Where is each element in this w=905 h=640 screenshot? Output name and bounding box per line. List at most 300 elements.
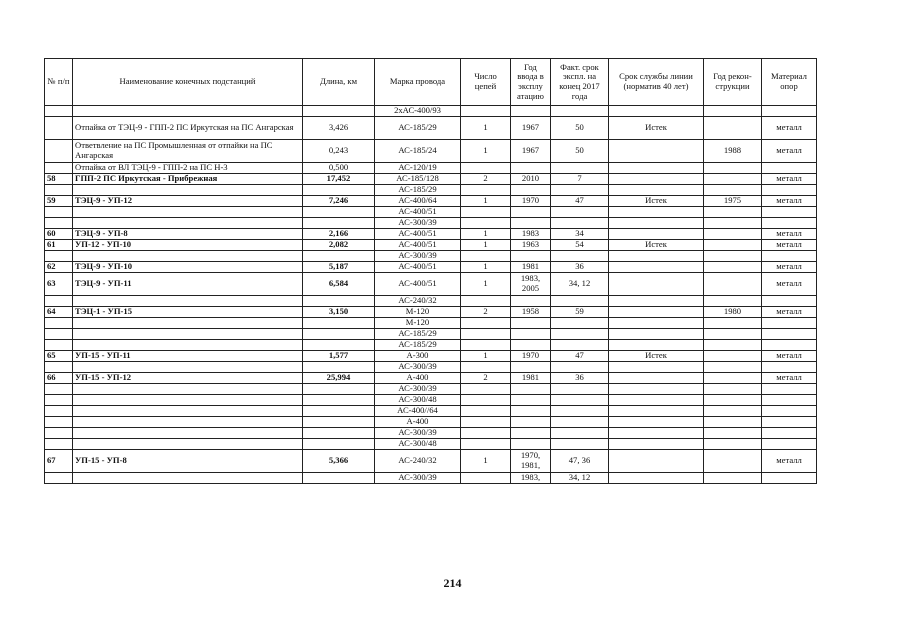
row-actual-term: 54 xyxy=(551,240,609,251)
row-service-life xyxy=(609,384,704,395)
table-row xyxy=(45,395,817,406)
row-number: 64 xyxy=(45,307,73,318)
table-row xyxy=(45,340,817,351)
row-material: металл xyxy=(762,307,817,318)
row-actual-term xyxy=(551,296,609,307)
row-service-life xyxy=(609,406,704,417)
row-wire-brand: А-400 xyxy=(375,373,461,384)
row-reconstruction-year xyxy=(704,218,762,229)
row-length xyxy=(303,473,375,484)
row-actual-term xyxy=(551,163,609,174)
row-chains xyxy=(461,296,511,307)
row-service-life: Истек xyxy=(609,196,704,207)
row-reconstruction-year xyxy=(704,406,762,417)
column-header-material: Материал опор xyxy=(762,59,817,106)
row-name xyxy=(73,106,303,117)
row-name: ТЭЦ-1 - УП-15 xyxy=(73,307,303,318)
row-chains: 2 xyxy=(461,373,511,384)
row-year xyxy=(511,185,551,196)
row-material: металл xyxy=(762,351,817,362)
table-row xyxy=(45,428,817,439)
table-row xyxy=(45,229,817,240)
row-wire-brand: АС-240/32 xyxy=(375,450,461,473)
row-length: 0,243 xyxy=(303,140,375,163)
row-name: УП-15 - УП-8 xyxy=(73,450,303,473)
row-length: 7,246 xyxy=(303,196,375,207)
table-row xyxy=(45,240,817,251)
column-header-service-life: Срок службы линии (норматив 40 лет) xyxy=(609,59,704,106)
row-year: 1981 xyxy=(511,373,551,384)
row-reconstruction-year xyxy=(704,395,762,406)
row-chains xyxy=(461,395,511,406)
table-row xyxy=(45,296,817,307)
row-wire-brand: АС-400/51 xyxy=(375,240,461,251)
table-row xyxy=(45,318,817,329)
row-actual-term xyxy=(551,395,609,406)
row-material xyxy=(762,428,817,439)
row-chains: 1 xyxy=(461,240,511,251)
row-service-life xyxy=(609,450,704,473)
row-wire-brand: АС-185/29 xyxy=(375,329,461,340)
row-chains: 1 xyxy=(461,140,511,163)
row-service-life xyxy=(609,296,704,307)
column-header-year: Год ввода в эксплу атацию xyxy=(511,59,551,106)
row-length xyxy=(303,395,375,406)
row-material: металл xyxy=(762,450,817,473)
row-actual-term: 34 xyxy=(551,229,609,240)
row-reconstruction-year xyxy=(704,417,762,428)
row-chains: 1 xyxy=(461,351,511,362)
row-reconstruction-year xyxy=(704,229,762,240)
row-year xyxy=(511,251,551,262)
row-name xyxy=(73,417,303,428)
row-service-life xyxy=(609,362,704,373)
row-material xyxy=(762,185,817,196)
row-reconstruction-year xyxy=(704,185,762,196)
row-name xyxy=(73,362,303,373)
row-reconstruction-year xyxy=(704,450,762,473)
row-number xyxy=(45,140,73,163)
table-row xyxy=(45,218,817,229)
row-number: 62 xyxy=(45,262,73,273)
row-year: 1983, 2005 xyxy=(511,273,551,296)
row-year xyxy=(511,329,551,340)
row-reconstruction-year xyxy=(704,439,762,450)
row-chains xyxy=(461,106,511,117)
row-number xyxy=(45,329,73,340)
row-actual-term: 50 xyxy=(551,117,609,140)
power-lines-table xyxy=(44,58,817,484)
row-material: металл xyxy=(762,174,817,185)
row-material: металл xyxy=(762,229,817,240)
row-chains xyxy=(461,318,511,329)
row-actual-term: 50 xyxy=(551,140,609,163)
row-actual-term xyxy=(551,406,609,417)
row-material xyxy=(762,473,817,484)
row-length: 5,366 xyxy=(303,450,375,473)
row-material xyxy=(762,439,817,450)
column-header-reconstruction: Год рекон-струкции xyxy=(704,59,762,106)
row-material xyxy=(762,329,817,340)
row-chains xyxy=(461,185,511,196)
row-year xyxy=(511,362,551,373)
row-wire-brand: АС-300/48 xyxy=(375,395,461,406)
row-reconstruction-year xyxy=(704,296,762,307)
table-row xyxy=(45,251,817,262)
row-chains: 1 xyxy=(461,229,511,240)
row-actual-term xyxy=(551,384,609,395)
row-reconstruction-year xyxy=(704,362,762,373)
row-year xyxy=(511,218,551,229)
row-name: ТЭЦ-9 - УП-11 xyxy=(73,273,303,296)
row-material: металл xyxy=(762,196,817,207)
row-chains xyxy=(461,251,511,262)
column-header-actual-term: Факт. срок экспл. на конец 2017 года xyxy=(551,59,609,106)
row-number: 58 xyxy=(45,174,73,185)
row-length xyxy=(303,185,375,196)
row-year: 1970 xyxy=(511,196,551,207)
row-name xyxy=(73,473,303,484)
row-wire-brand: 2хАС-400/93 xyxy=(375,106,461,117)
table-row xyxy=(45,307,817,318)
row-year: 1983 xyxy=(511,229,551,240)
row-year: 1967 xyxy=(511,140,551,163)
row-wire-brand: АС-120/19 xyxy=(375,163,461,174)
row-service-life xyxy=(609,174,704,185)
row-reconstruction-year xyxy=(704,174,762,185)
row-service-life xyxy=(609,262,704,273)
row-length xyxy=(303,329,375,340)
row-number xyxy=(45,163,73,174)
column-header-name: Наименование конечных подстанций xyxy=(73,59,303,106)
row-material xyxy=(762,251,817,262)
row-year: 1970, 1981, xyxy=(511,450,551,473)
table-row xyxy=(45,207,817,218)
row-chains xyxy=(461,417,511,428)
row-year: 1967 xyxy=(511,117,551,140)
row-reconstruction-year xyxy=(704,373,762,384)
row-year xyxy=(511,207,551,218)
row-service-life: Истек xyxy=(609,351,704,362)
row-year xyxy=(511,439,551,450)
row-chains xyxy=(461,329,511,340)
row-wire-brand: М-120 xyxy=(375,307,461,318)
row-year xyxy=(511,163,551,174)
row-reconstruction-year xyxy=(704,329,762,340)
table-row xyxy=(45,106,817,117)
table-row xyxy=(45,417,817,428)
row-name: ТЭЦ-9 - УП-8 xyxy=(73,229,303,240)
column-header-wire: Марка провода xyxy=(375,59,461,106)
row-reconstruction-year xyxy=(704,351,762,362)
row-name: ТЭЦ-9 - УП-12 xyxy=(73,196,303,207)
row-service-life xyxy=(609,218,704,229)
row-wire-brand: АС-300/39 xyxy=(375,251,461,262)
row-reconstruction-year: 1980 xyxy=(704,307,762,318)
row-number xyxy=(45,417,73,428)
row-chains: 2 xyxy=(461,307,511,318)
table-row xyxy=(45,439,817,450)
row-year xyxy=(511,395,551,406)
row-wire-brand: АС-400/51 xyxy=(375,207,461,218)
row-length: 3,150 xyxy=(303,307,375,318)
row-wire-brand: А-300 xyxy=(375,351,461,362)
row-year: 1970 xyxy=(511,351,551,362)
table-row xyxy=(45,384,817,395)
row-service-life xyxy=(609,185,704,196)
table-row xyxy=(45,450,817,473)
row-length: 3,426 xyxy=(303,117,375,140)
row-actual-term xyxy=(551,251,609,262)
row-wire-brand: АС-185/24 xyxy=(375,140,461,163)
row-length: 0,500 xyxy=(303,163,375,174)
row-reconstruction-year xyxy=(704,163,762,174)
row-material xyxy=(762,417,817,428)
row-name: УП-15 - УП-11 xyxy=(73,351,303,362)
row-wire-brand: АС-300/39 xyxy=(375,384,461,395)
row-material xyxy=(762,163,817,174)
row-number: 63 xyxy=(45,273,73,296)
row-length xyxy=(303,218,375,229)
row-number xyxy=(45,296,73,307)
row-wire-brand: АС-400/64 xyxy=(375,196,461,207)
column-header-length: Длина, км xyxy=(303,59,375,106)
row-chains xyxy=(461,207,511,218)
row-length xyxy=(303,428,375,439)
row-name: Отпайка от ТЭЦ-9 - ГПП-2 ПС Иркутская на ПС Ангарская xyxy=(73,117,303,140)
row-year: 1981 xyxy=(511,262,551,273)
row-chains: 1 xyxy=(461,273,511,296)
row-name: УП-12 - УП-10 xyxy=(73,240,303,251)
column-header-chains: Число цепей xyxy=(461,59,511,106)
row-wire-brand: АС-185/128 xyxy=(375,174,461,185)
table-row xyxy=(45,273,817,296)
row-material xyxy=(762,318,817,329)
row-wire-brand: АС-400/51 xyxy=(375,273,461,296)
row-actual-term: 47 xyxy=(551,351,609,362)
row-year: 2010 xyxy=(511,174,551,185)
row-chains xyxy=(461,218,511,229)
row-service-life xyxy=(609,229,704,240)
row-wire-brand: АС-300/39 xyxy=(375,218,461,229)
row-reconstruction-year xyxy=(704,251,762,262)
row-chains xyxy=(461,406,511,417)
row-actual-term xyxy=(551,439,609,450)
row-number xyxy=(45,428,73,439)
row-length: 6,584 xyxy=(303,273,375,296)
row-service-life xyxy=(609,106,704,117)
row-actual-term: 7 xyxy=(551,174,609,185)
row-year: 1983, xyxy=(511,473,551,484)
row-material: металл xyxy=(762,140,817,163)
row-name xyxy=(73,439,303,450)
row-chains xyxy=(461,473,511,484)
row-actual-term: 36 xyxy=(551,262,609,273)
row-year xyxy=(511,340,551,351)
row-actual-term xyxy=(551,428,609,439)
table-row xyxy=(45,329,817,340)
row-service-life: Истек xyxy=(609,240,704,251)
row-name xyxy=(73,340,303,351)
row-year xyxy=(511,428,551,439)
row-actual-term xyxy=(551,340,609,351)
row-actual-term: 36 xyxy=(551,373,609,384)
row-name xyxy=(73,318,303,329)
row-actual-term: 47 xyxy=(551,196,609,207)
row-reconstruction-year xyxy=(704,340,762,351)
row-service-life xyxy=(609,273,704,296)
row-year: 1958 xyxy=(511,307,551,318)
row-wire-brand: А-400 xyxy=(375,417,461,428)
row-number xyxy=(45,106,73,117)
row-length xyxy=(303,439,375,450)
row-number: 65 xyxy=(45,351,73,362)
row-name xyxy=(73,329,303,340)
row-service-life: Истек xyxy=(609,117,704,140)
row-material xyxy=(762,296,817,307)
row-reconstruction-year xyxy=(704,473,762,484)
row-material xyxy=(762,218,817,229)
row-length xyxy=(303,406,375,417)
row-reconstruction-year xyxy=(704,207,762,218)
row-reconstruction-year xyxy=(704,240,762,251)
row-number xyxy=(45,218,73,229)
row-material xyxy=(762,106,817,117)
row-material: металл xyxy=(762,373,817,384)
row-year xyxy=(511,417,551,428)
table-row xyxy=(45,406,817,417)
row-reconstruction-year xyxy=(704,262,762,273)
row-wire-brand: АС-400//64 xyxy=(375,406,461,417)
row-name xyxy=(73,218,303,229)
row-chains xyxy=(461,163,511,174)
row-reconstruction-year: 1988 xyxy=(704,140,762,163)
row-reconstruction-year xyxy=(704,117,762,140)
table-body xyxy=(45,106,817,484)
row-length xyxy=(303,417,375,428)
row-actual-term xyxy=(551,207,609,218)
row-name xyxy=(73,296,303,307)
row-reconstruction-year xyxy=(704,428,762,439)
row-name: ГПП-2 ПС Иркутская - Прибрежная xyxy=(73,174,303,185)
row-service-life xyxy=(609,373,704,384)
row-length: 17,452 xyxy=(303,174,375,185)
row-number xyxy=(45,384,73,395)
row-name xyxy=(73,251,303,262)
row-length: 25,994 xyxy=(303,373,375,384)
row-chains xyxy=(461,340,511,351)
row-number xyxy=(45,340,73,351)
row-number: 59 xyxy=(45,196,73,207)
row-name xyxy=(73,185,303,196)
row-service-life xyxy=(609,340,704,351)
row-number: 67 xyxy=(45,450,73,473)
row-actual-term xyxy=(551,362,609,373)
row-name xyxy=(73,406,303,417)
table-row xyxy=(45,362,817,373)
row-number xyxy=(45,439,73,450)
table-row xyxy=(45,140,817,163)
row-material xyxy=(762,207,817,218)
row-number xyxy=(45,117,73,140)
row-year xyxy=(511,384,551,395)
row-actual-term: 34, 12 xyxy=(551,273,609,296)
row-number: 61 xyxy=(45,240,73,251)
row-wire-brand: АС-240/32 xyxy=(375,296,461,307)
row-reconstruction-year xyxy=(704,106,762,117)
row-reconstruction-year xyxy=(704,384,762,395)
row-reconstruction-year: 1975 xyxy=(704,196,762,207)
row-length xyxy=(303,207,375,218)
row-service-life xyxy=(609,439,704,450)
row-name xyxy=(73,207,303,218)
row-material: металл xyxy=(762,273,817,296)
row-number xyxy=(45,207,73,218)
row-material xyxy=(762,362,817,373)
row-actual-term: 34, 12 xyxy=(551,473,609,484)
row-service-life xyxy=(609,329,704,340)
row-actual-term xyxy=(551,218,609,229)
row-length: 2,166 xyxy=(303,229,375,240)
row-length xyxy=(303,318,375,329)
row-chains: 2 xyxy=(461,174,511,185)
row-length xyxy=(303,106,375,117)
row-name xyxy=(73,384,303,395)
row-material xyxy=(762,395,817,406)
column-header-number: № п/п xyxy=(45,59,73,106)
row-service-life xyxy=(609,473,704,484)
row-year: 1963 xyxy=(511,240,551,251)
row-service-life xyxy=(609,417,704,428)
row-actual-term xyxy=(551,106,609,117)
row-chains xyxy=(461,384,511,395)
row-wire-brand: АС-185/29 xyxy=(375,185,461,196)
table-row xyxy=(45,117,817,140)
row-length xyxy=(303,384,375,395)
table-row xyxy=(45,174,817,185)
row-actual-term xyxy=(551,417,609,428)
row-chains xyxy=(461,428,511,439)
row-chains xyxy=(461,439,511,450)
row-service-life xyxy=(609,207,704,218)
table-row xyxy=(45,262,817,273)
row-length: 1,577 xyxy=(303,351,375,362)
row-wire-brand: М-120 xyxy=(375,318,461,329)
table-header-row xyxy=(45,59,817,106)
table-row xyxy=(45,185,817,196)
row-chains: 1 xyxy=(461,450,511,473)
row-service-life xyxy=(609,395,704,406)
row-number xyxy=(45,185,73,196)
row-wire-brand: АС-185/29 xyxy=(375,117,461,140)
row-wire-brand: АС-300/39 xyxy=(375,473,461,484)
row-actual-term xyxy=(551,318,609,329)
row-number xyxy=(45,251,73,262)
row-number xyxy=(45,362,73,373)
row-wire-brand: АС-400/51 xyxy=(375,229,461,240)
row-number xyxy=(45,318,73,329)
row-number xyxy=(45,395,73,406)
row-service-life xyxy=(609,318,704,329)
row-material: металл xyxy=(762,117,817,140)
row-material xyxy=(762,406,817,417)
row-number xyxy=(45,406,73,417)
row-service-life xyxy=(609,307,704,318)
row-material xyxy=(762,384,817,395)
row-name: Ответвление на ПС Промышленная от отпайки на ПС Ангарская xyxy=(73,140,303,163)
table-row xyxy=(45,196,817,207)
row-actual-term xyxy=(551,329,609,340)
